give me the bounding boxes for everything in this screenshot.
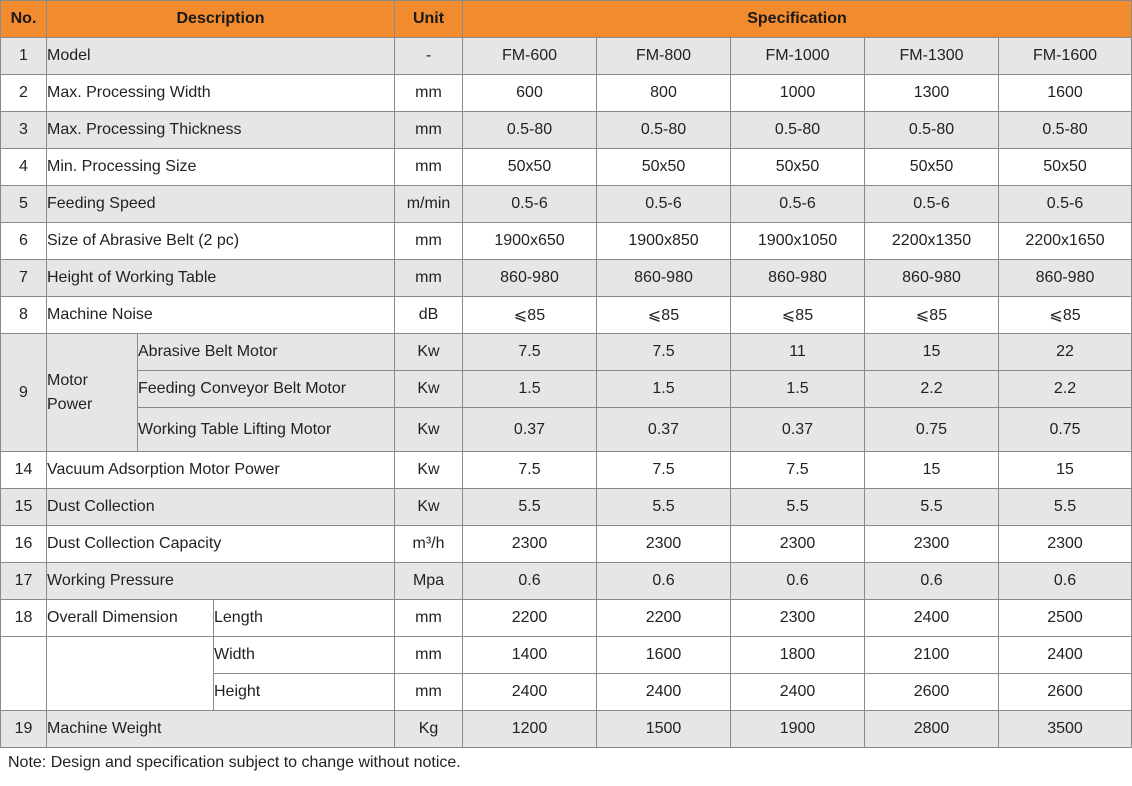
row-value: 1600 (597, 637, 731, 674)
row-value: 15 (999, 452, 1132, 489)
row-value: 50x50 (999, 149, 1132, 186)
table-row (1, 563, 1132, 600)
row-unit: mm (395, 223, 463, 260)
row-value: 860-980 (999, 260, 1132, 297)
row-value: 15 (865, 452, 999, 489)
row-description: Machine Weight (47, 711, 395, 748)
row-value: 1.5 (597, 371, 731, 408)
row-unit: m³/h (395, 526, 463, 563)
table-row (1, 149, 1132, 186)
row-value: 7.5 (463, 452, 597, 489)
row-description: Working Pressure (47, 563, 395, 600)
row-value: 2400 (999, 637, 1132, 674)
row-unit: Mpa (395, 563, 463, 600)
row-value: 0.5-6 (999, 186, 1132, 223)
row-value: FM-800 (597, 38, 731, 75)
row-value: 0.5-80 (865, 112, 999, 149)
row-value: 7.5 (597, 452, 731, 489)
row-value: ⩽85 (999, 297, 1132, 334)
row-unit: dB (395, 297, 463, 334)
row-value: 1900x1050 (731, 223, 865, 260)
row-value: 0.6 (597, 563, 731, 600)
row-value: 1300 (865, 75, 999, 112)
row-value: 2300 (463, 526, 597, 563)
row-unit: mm (395, 112, 463, 149)
row-value: 0.6 (999, 563, 1132, 600)
row-value: 0.5-6 (731, 186, 865, 223)
row-value: FM-1000 (731, 38, 865, 75)
row-value: 2.2 (999, 371, 1132, 408)
row-no: 4 (1, 149, 47, 186)
footnote: Note: Design and specification subject to change without notice. (8, 754, 461, 771)
row-value: 860-980 (463, 260, 597, 297)
header-specification: Specification (463, 1, 1132, 38)
row-value: 7.5 (731, 452, 865, 489)
row-value: 0.6 (463, 563, 597, 600)
row-value: 0.37 (731, 408, 865, 452)
row-description: Dust Collection Capacity (47, 526, 395, 563)
row-description: Min. Processing Size (47, 149, 395, 186)
row-value: 2300 (731, 526, 865, 563)
row-unit: Kw (395, 489, 463, 526)
row-description: Feeding Speed (47, 186, 395, 223)
row-no: 7 (1, 260, 47, 297)
header-row (1, 1, 1132, 38)
row-value: FM-600 (463, 38, 597, 75)
empty-cell (47, 637, 214, 711)
row-value: ⩽85 (865, 297, 999, 334)
row-value: ⩽85 (597, 297, 731, 334)
row-value: 860-980 (865, 260, 999, 297)
row-description: Model (47, 38, 395, 75)
row-value: 2600 (999, 674, 1132, 711)
row-value: 2400 (865, 600, 999, 637)
row-unit: Kg (395, 711, 463, 748)
table-row (1, 408, 1132, 452)
row-description: Height of Working Table (47, 260, 395, 297)
row-value: 7.5 (463, 334, 597, 371)
row-value: 1900x850 (597, 223, 731, 260)
table-row (1, 637, 1132, 674)
row-description: Working Table Lifting Motor (138, 408, 395, 452)
table-row (1, 526, 1132, 563)
row-value: 1600 (999, 75, 1132, 112)
row-description: Max. Processing Width (47, 75, 395, 112)
row-unit: Kw (395, 452, 463, 489)
table-row (1, 223, 1132, 260)
row-unit: Kw (395, 334, 463, 371)
row-value: 2500 (999, 600, 1132, 637)
row-value: 1000 (731, 75, 865, 112)
row-value: 860-980 (731, 260, 865, 297)
row-unit: mm (395, 149, 463, 186)
row-no: 16 (1, 526, 47, 563)
row-value: 1900 (731, 711, 865, 748)
row-value: 2300 (999, 526, 1132, 563)
table-row (1, 489, 1132, 526)
row-unit: mm (395, 75, 463, 112)
row-no: 1 (1, 38, 47, 75)
table-row (1, 600, 1132, 637)
row-value: 0.37 (463, 408, 597, 452)
row-no: 15 (1, 489, 47, 526)
row-value: 11 (731, 334, 865, 371)
row-description: Dust Collection (47, 489, 395, 526)
row-no: 6 (1, 223, 47, 260)
row-no: 2 (1, 75, 47, 112)
row-value: 50x50 (865, 149, 999, 186)
row-unit: Kw (395, 408, 463, 452)
row-value: 0.5-80 (999, 112, 1132, 149)
table-row (1, 112, 1132, 149)
row-unit: mm (395, 674, 463, 711)
row-value: 1800 (731, 637, 865, 674)
row-value: 5.5 (597, 489, 731, 526)
table-row (1, 186, 1132, 223)
row-no: 18 (1, 600, 47, 637)
row-no: 17 (1, 563, 47, 600)
group-label-text: Motor Power (47, 371, 93, 413)
row-description: Max. Processing Thickness (47, 112, 395, 149)
row-value: 5.5 (865, 489, 999, 526)
row-unit: mm (395, 600, 463, 637)
row-value: 600 (463, 75, 597, 112)
row-value: 2400 (597, 674, 731, 711)
row-value: 2200 (597, 600, 731, 637)
row-value: 50x50 (597, 149, 731, 186)
row-unit: mm (395, 637, 463, 674)
table-row (1, 260, 1132, 297)
row-value: 1.5 (731, 371, 865, 408)
row-description: Abrasive Belt Motor (138, 334, 395, 371)
row-value: FM-1600 (999, 38, 1132, 75)
header-unit: Unit (395, 1, 463, 38)
row-value: FM-1300 (865, 38, 999, 75)
row-value: 2300 (865, 526, 999, 563)
table-row (1, 38, 1132, 75)
row-description: Machine Noise (47, 297, 395, 334)
motor-power-group-label (47, 334, 138, 452)
row-value: 5.5 (463, 489, 597, 526)
row-value: 15 (865, 334, 999, 371)
row-value: 1500 (597, 711, 731, 748)
row-value: 1.5 (463, 371, 597, 408)
row-value: 0.5-6 (865, 186, 999, 223)
row-description: Feeding Conveyor Belt Motor (138, 371, 395, 408)
row-unit: Kw (395, 371, 463, 408)
row-value: 0.6 (865, 563, 999, 600)
row-description: Height (214, 674, 395, 711)
row-value: 2400 (463, 674, 597, 711)
row-value: 0.5-80 (731, 112, 865, 149)
table-row (1, 452, 1132, 489)
row-value: 1900x650 (463, 223, 597, 260)
table-row (1, 371, 1132, 408)
row-description: Width (214, 637, 395, 674)
row-value: ⩽85 (731, 297, 865, 334)
empty-cell (1, 637, 47, 711)
table-row (1, 334, 1132, 371)
table-row (1, 711, 1132, 748)
table-row (1, 75, 1132, 112)
row-value: 0.5-6 (597, 186, 731, 223)
row-value: 5.5 (731, 489, 865, 526)
row-no: 14 (1, 452, 47, 489)
row-value: 2400 (731, 674, 865, 711)
table-row (1, 297, 1132, 334)
row-value: 800 (597, 75, 731, 112)
row-value: 0.5-80 (463, 112, 597, 149)
row-value: 0.5-80 (597, 112, 731, 149)
row-value: 0.37 (597, 408, 731, 452)
row-value: 2100 (865, 637, 999, 674)
row-description: Size of Abrasive Belt (2 pc) (47, 223, 395, 260)
row-value: 22 (999, 334, 1132, 371)
row-value: 2600 (865, 674, 999, 711)
row-value: 5.5 (999, 489, 1132, 526)
row-value: 2300 (597, 526, 731, 563)
row-value: 2200x1350 (865, 223, 999, 260)
row-value: 0.5-6 (463, 186, 597, 223)
row-value: 1400 (463, 637, 597, 674)
row-value: 0.6 (731, 563, 865, 600)
row-unit: m/min (395, 186, 463, 223)
dimension-group-label: Overall Dimension (47, 600, 214, 637)
row-value: 50x50 (463, 149, 597, 186)
row-no: 8 (1, 297, 47, 334)
row-value: 2200 (463, 600, 597, 637)
row-value: 860-980 (597, 260, 731, 297)
row-value: 0.75 (865, 408, 999, 452)
row-value: 2300 (731, 600, 865, 637)
row-no: 3 (1, 112, 47, 149)
row-unit: mm (395, 260, 463, 297)
row-value: 0.75 (999, 408, 1132, 452)
row-description: Length (214, 600, 395, 637)
row-no: 9 (1, 334, 47, 452)
row-value: 7.5 (597, 334, 731, 371)
header-description: Description (47, 1, 395, 38)
row-value: 3500 (999, 711, 1132, 748)
row-value: 1200 (463, 711, 597, 748)
row-value: ⩽85 (463, 297, 597, 334)
row-no: 19 (1, 711, 47, 748)
row-unit: - (395, 38, 463, 75)
header-no: No. (1, 1, 47, 38)
row-value: 2800 (865, 711, 999, 748)
row-value: 50x50 (731, 149, 865, 186)
row-value: 2200x1650 (999, 223, 1132, 260)
row-value: 2.2 (865, 371, 999, 408)
row-description: Vacuum Adsorption Motor Power (47, 452, 395, 489)
row-no: 5 (1, 186, 47, 223)
